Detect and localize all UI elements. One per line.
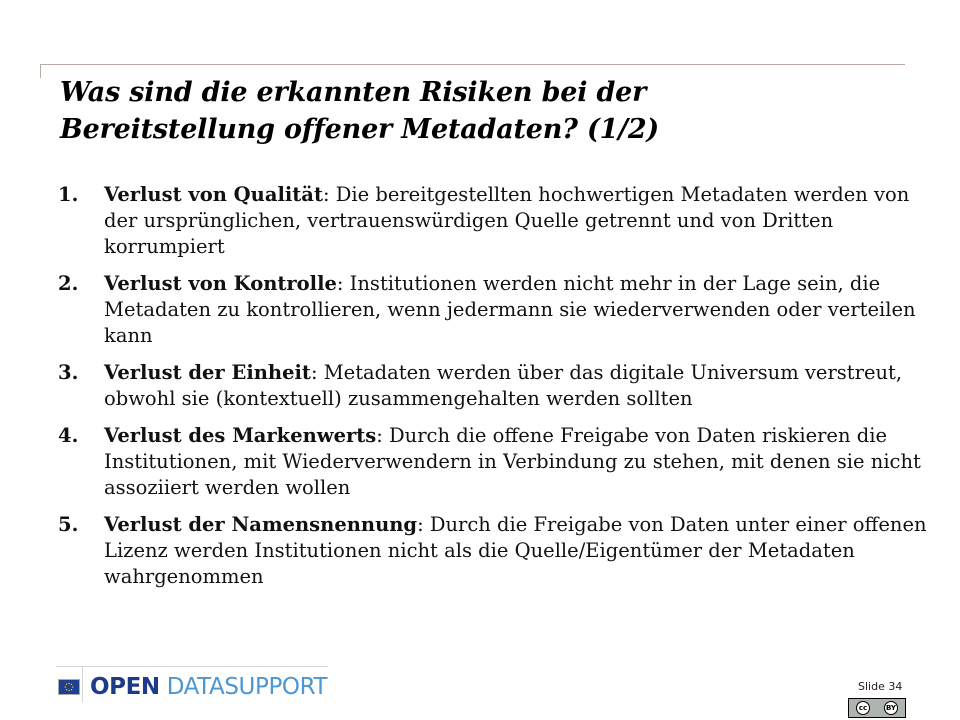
by-icon: BY [884,701,898,715]
risk-description: : Die bereitgestellten hochwertigen Metadaten werden von der ursprünglichen, vertrauenswürdigen Quelle getrennt und von Dritten korrumpiert [104,183,910,258]
brand-open: OPEN [90,674,160,700]
risk-number: 4. [58,424,79,447]
risk-description: : Durch die Freigabe von Daten unter einer offenen Lizenz werden Institutionen nicht als die Quelle/Eigentümer der Metadaten wahrgenommen [104,513,927,588]
risk-number: 5. [58,513,79,536]
risk-text [104,423,928,501]
risk-description: : Metadaten werden über das digitale Universum verstreut, obwohl sie (kontextuell) zusammengehalten werden sollten [104,361,903,410]
title-divider-tick [40,64,41,78]
open-data-support-logo [90,672,327,702]
slide-title-line-1: Was sind die erkannten Risiken bei der [60,77,647,108]
risk-description: : Durch die offene Freigabe von Daten riskieren die Institutionen, mit Wiederverwendern in Verbindung zu stehen, mit denen sie nicht assoziiert werden wollen [104,424,921,499]
risk-list [58,182,928,601]
title-divider [40,64,905,65]
risk-text [104,182,928,260]
risk-term: Verlust des Markenwerts [104,424,377,447]
risk-text [104,512,928,590]
risk-term: Verlust der Einheit [104,361,311,384]
slide-number: Slide 34 [858,680,903,693]
brand-data: DATA [166,674,225,700]
cc-by-license-badge [848,698,906,718]
footer-rule-vertical [82,666,83,702]
slide-title-line-2: Bereitstellung offener Metadaten? (1/2) [60,114,659,145]
slide-title [60,74,920,148]
risk-item-5 [58,512,928,590]
risk-number: 1. [58,183,79,206]
risk-item-3 [58,360,928,412]
risk-text [104,360,928,412]
risk-term: Verlust von Kontrolle [104,272,337,295]
risk-number: 2. [58,272,79,295]
footer-rule [56,666,328,667]
risk-number: 3. [58,361,79,384]
brand-support: SUPPORT [224,674,328,700]
risk-item-1 [58,182,928,260]
risk-text [104,271,928,349]
eu-stars-icon [62,682,76,692]
risk-item-2 [58,271,928,349]
risk-item-4 [58,423,928,501]
risk-term: Verlust der Namensnennung [104,513,418,536]
risk-description: : Institutionen werden nicht mehr in der Lage sein, die Metadaten zu kontrollieren, wenn jedermann sie wiederverwenden oder verteilen kann [104,272,916,347]
risk-term: Verlust von Qualität [104,183,323,206]
eu-flag-icon [58,679,80,695]
cc-icon: cc [856,701,870,715]
